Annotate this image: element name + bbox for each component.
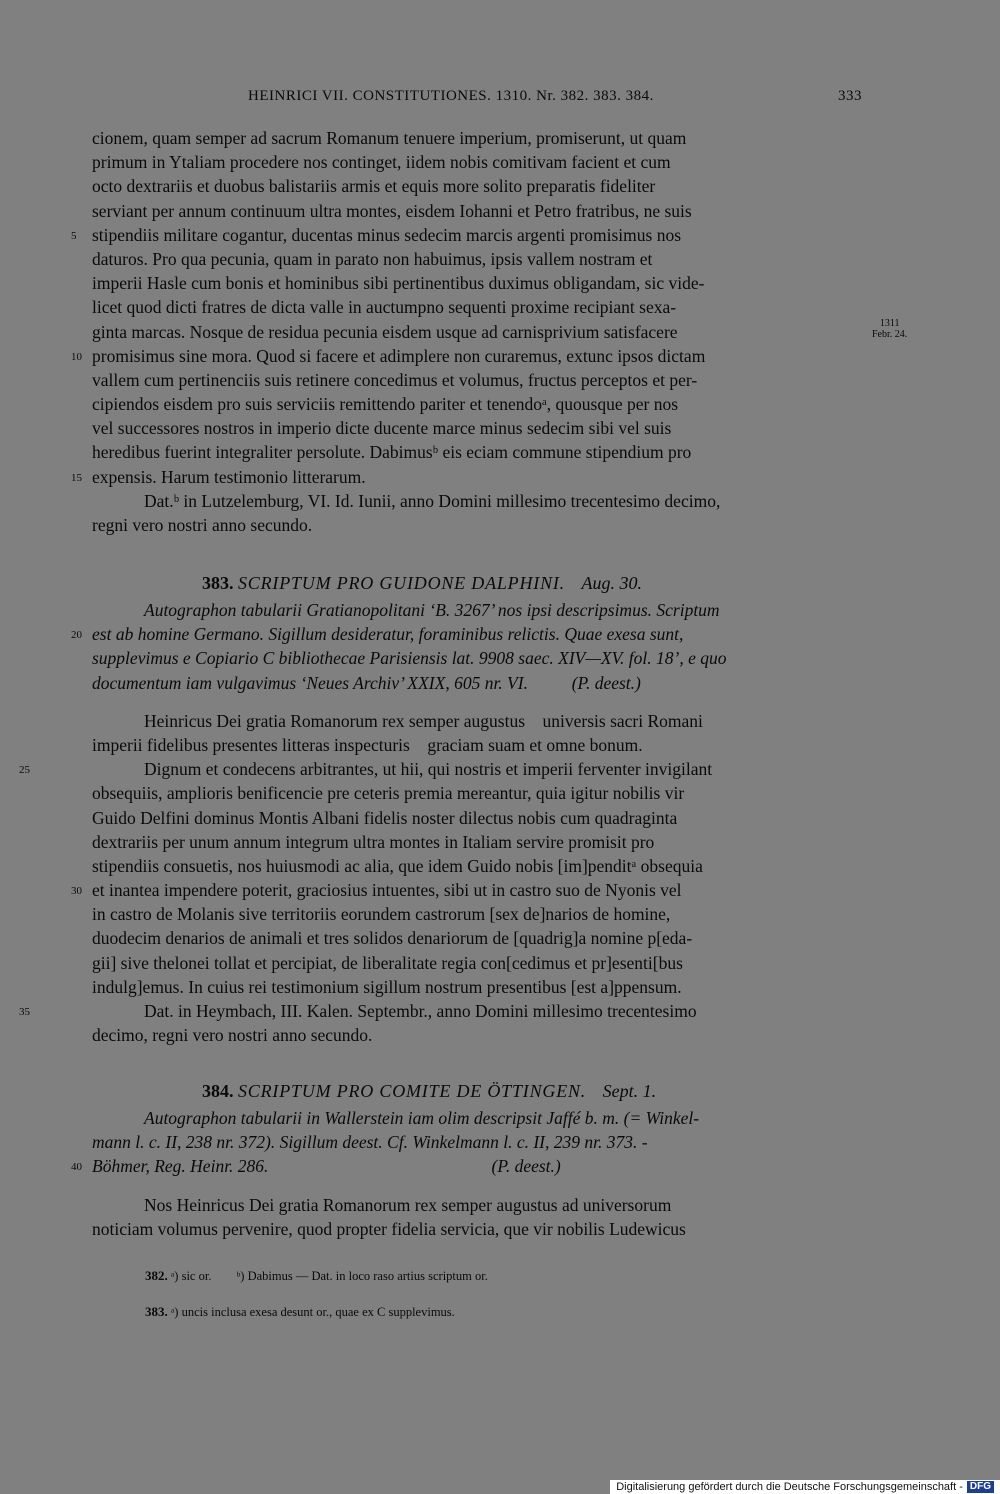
text-line: imperii fidelibus presentes litteras inspecturis graciam suam et omne bonum.	[92, 734, 643, 755]
footnote-text: ᵃ) sic or. ᵇ) Dabimus — Dat. in loco raso artius scriptum or.	[170, 1269, 488, 1283]
document-heading	[92, 568, 862, 598]
document-number: 383.	[202, 573, 234, 593]
text-line: vallem cum pertinenciis suis retinere concedimus et volumus, fructus perceptos et per-	[92, 369, 698, 390]
document-383	[19, 568, 862, 1047]
text-line: duodecim denarios de animali et tres solidos denariorum de [quadrig]a nomine p[eda-	[92, 928, 693, 949]
margin-date-note: 1311 Febr. 24.	[872, 318, 908, 340]
text-line: cipiendos eisdem pro suis serviciis remittendo pariter et tenendoᵃ, quousque per nos	[92, 394, 679, 415]
text-line: dextrariis per unum annum integrum ultra montes in Italiam servire promisit pro	[92, 831, 655, 852]
footnote-label: 382.	[145, 1268, 168, 1283]
text-line: indulg]emus. In cuius rei testimonium sigillum nostrum presentibus [est a]ppensum.	[92, 976, 682, 997]
text-line: noticiam volumus pervenire, quod propter fidelia servicia, que vir nobilis Ludewicus	[92, 1218, 686, 1239]
text-line: daturos. Pro qua pecunia, quam in parato non habuimus, ipsis vallem nostram et	[92, 248, 653, 269]
digitization-credit	[610, 1480, 1000, 1494]
text-line: decimo, regni vero nostri anno secundo.	[92, 1025, 373, 1046]
line-number: 5	[71, 229, 77, 242]
credit-text: Digitalisierung gefördert durch die Deutsche Forschungsgemeinschaft -	[616, 1481, 963, 1493]
text-line: Heinricus Dei gratia Romanorum rex semper augustus universis sacri Romani	[144, 710, 703, 731]
text-line: octo dextrariis et duobus balistariis armis et equis more solito preparatis fideliter	[92, 176, 656, 197]
text-line: gii] sive thelonei tollat et percipiat, de liberalitate regia con[cedimus et pr]esenti[bus	[92, 952, 683, 973]
footnote-382	[145, 1268, 488, 1284]
intro-line: 20 est ab homine Germano. Sigillum desideratur, foraminibus relictis. Quae exesa sunt,	[92, 622, 862, 646]
line-number: 40	[71, 1161, 82, 1174]
text-line: 10 promisimus sine mora. Quod si facere et adimplere non curaremus, extunc ipsos dictam	[92, 344, 862, 368]
line-number: 25	[19, 764, 30, 777]
intro-line: mann l. c. II, 238 nr. 372). Sigillum deest. Cf. Winkelmann l. c. II, 239 nr. 373. -	[92, 1132, 648, 1153]
text-line: in castro de Molanis sive territoriis eorundem castrorum [sex de]narios de homine,	[92, 904, 671, 925]
document-title: SCRIPTUM PRO COMITE DE ÖTTINGEN.	[238, 1081, 587, 1101]
text-line: vel successores nostros in imperio dicte ducente marce minus sedecim sibi vel suis	[92, 418, 672, 439]
text-line: cionem, quam semper ad sacrum Romanum tenuere imperium, promiserunt, ut quam	[92, 128, 687, 148]
text-line: heredibus fuerint integraliter persolute. Dabimusᵇ eis eciam commune stipendium pro	[92, 442, 692, 463]
line-number: 35	[19, 1006, 30, 1018]
intro-line: 40 Böhmer, Reg. Heinr. 286. (P. deest.)	[92, 1154, 862, 1178]
document-number: 384.	[202, 1081, 234, 1101]
text-line: 25 Dignum et condecens arbitrantes, ut hii, qui nostris et imperii ferventer invigilant	[92, 757, 862, 781]
line-number: 20	[71, 629, 82, 642]
text-line: primum in Ytaliam procedere nos continget, iidem nobis comitivam facient et cum	[92, 152, 671, 173]
document-382-continuation	[71, 126, 862, 537]
text-line: licet quod dicti fratres de dicta valle in auctumpno sequenti proxime recipiant sexa-	[92, 297, 677, 318]
footnote-text: ᵃ) uncis inclusa exesa desunt or., quae ex C supplevimus.	[170, 1305, 455, 1319]
intro-line: supplevimus e Copiario C bibliothecae Parisiensis lat. 9908 saec. XIV—XV. fol. 18’, e quo	[92, 648, 727, 669]
text-line: serviant per annum continuum ultra montes, eisdem Iohanni et Petro fratribus, ne suis	[92, 200, 692, 221]
intro-line: Autographon tabularii Gratianopolitani ‘B. 3267’ nos ipsi descripsimus. Scriptum	[144, 600, 720, 620]
dfg-logo: DFG	[967, 1481, 994, 1493]
line-number: 10	[71, 350, 82, 363]
text-line: 5 stipendiis militare cogantur, ducentas minus sedecim marcis argenti promisimus nos	[92, 223, 862, 247]
text-line: obsequiis, amplioris benificencie pre ceteris premia mereantur, quia igitur nobilis vir	[92, 783, 685, 804]
footnote-label: 383.	[145, 1304, 168, 1319]
text-line: Nos Heinricus Dei gratia Romanorum rex semper augustus ad universorum	[144, 1194, 672, 1215]
running-title: HEINRICI VII. CONSTITUTIONES. 1310. Nr. 382. 383. 384.	[248, 88, 654, 104]
text-line: 35 Dat. in Heymbach, III. Kalen. Septembr., anno Domini millesimo trecentesimo	[92, 999, 862, 1023]
document-date: Sept. 1.	[602, 1081, 657, 1101]
text-line: 30 et inantea impendere poterit, graciosius intuentes, sibi ut in castro suo de Nyonis vel	[92, 878, 862, 902]
line-number: 15	[71, 471, 82, 484]
document-384	[71, 1076, 862, 1241]
text-line: 15 expensis. Harum testimonio litterarum.	[92, 465, 862, 489]
text-line: Guido Delfini dominus Montis Albani fidelis noster dilectus nobis cum quadraginta	[92, 807, 678, 828]
date-line: Dat.ᵇ in Lutzelemburg, VI. Id. Iunii, anno Domini millesimo trecentesimo decimo,	[144, 490, 721, 511]
document-title: SCRIPTUM PRO GUIDONE DALPHINI.	[238, 573, 565, 593]
text-line: imperii Hasle cum bonis et hominibus sibi pertinentibus duximus obligandam, sic vide-	[92, 273, 705, 294]
page-number: 333	[838, 88, 862, 104]
intro-line: Autographon tabularii in Wallerstein iam olim descripsit Jaffé b. m. (= Winkel-	[144, 1108, 700, 1128]
footnote-383	[145, 1304, 455, 1320]
date-line: regni vero nostri anno secundo.	[92, 515, 313, 535]
document-heading	[92, 1076, 862, 1106]
text-line: stipendiis consuetis, nos huiusmodi ac alia, que idem Guido nobis [im]penditᵃ obsequia	[92, 855, 703, 876]
intro-line: documentum iam vulgavimus ‘Neues Archiv’ XXIX, 605 nr. VI. (P. deest.)	[92, 672, 641, 693]
line-number: 30	[71, 885, 82, 898]
document-date: Aug. 30.	[581, 573, 642, 593]
text-line: ginta marcas. Nosque de residua pecunia eisdem usque ad carnisprivium satisfacere	[92, 321, 678, 342]
